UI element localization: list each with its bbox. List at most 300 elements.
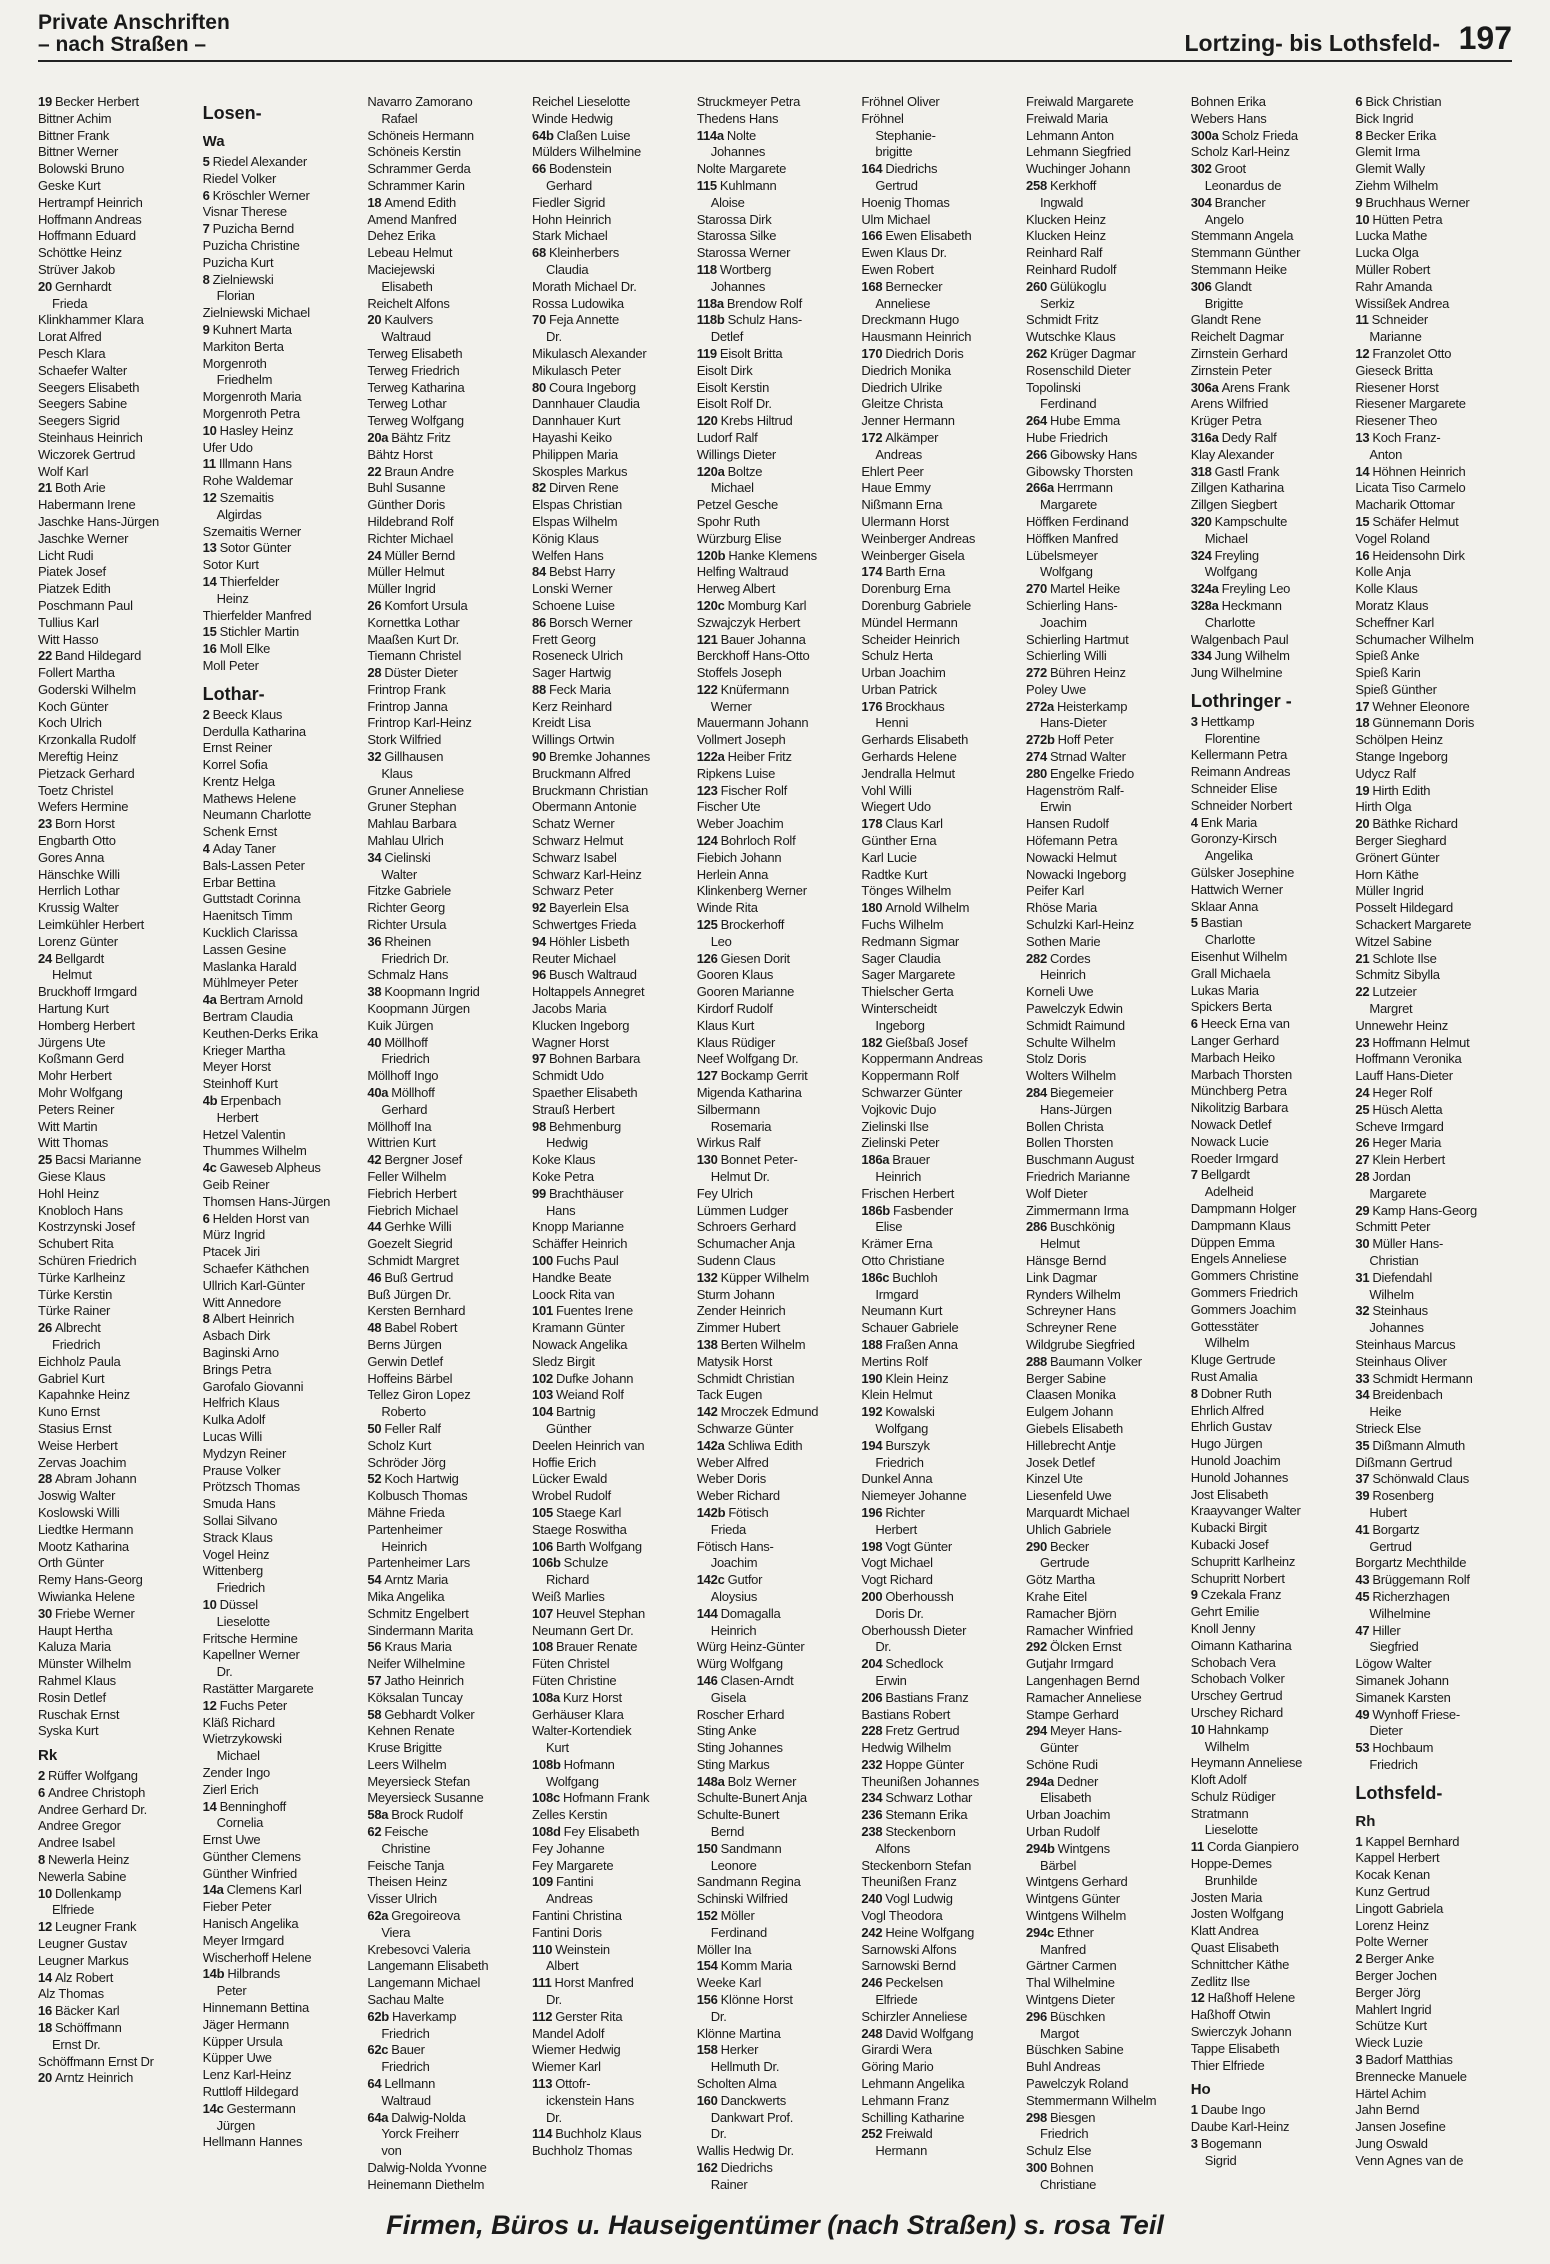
resident-name: Schackert Margarete bbox=[1355, 917, 1472, 933]
directory-entry bbox=[203, 204, 360, 221]
directory-entry bbox=[367, 1387, 524, 1404]
directory-entry bbox=[367, 396, 524, 413]
resident-name: Szemaitis bbox=[219, 489, 274, 505]
resident-name: Tullius Karl bbox=[38, 614, 99, 630]
house-number: 154 bbox=[696, 1958, 718, 1974]
resident-name: Martel Heike bbox=[1049, 581, 1120, 597]
directory-entry bbox=[367, 144, 524, 161]
directory-entry bbox=[697, 615, 854, 632]
resident-name: Navarro Zamorano bbox=[367, 94, 473, 109]
directory-entry bbox=[1355, 312, 1512, 329]
directory-entry bbox=[367, 346, 524, 363]
entry-continuation bbox=[1191, 1335, 1348, 1352]
resident-name: Dorenburg Erna bbox=[861, 581, 951, 597]
resident-name: Ethner bbox=[1056, 1924, 1094, 1940]
resident-name: Wiemer Karl bbox=[532, 2059, 601, 2075]
resident-name: Bertram Claudia bbox=[202, 1009, 293, 1025]
directory-entry bbox=[1191, 983, 1348, 1000]
house-number: 182 bbox=[861, 1034, 883, 1050]
house-number: 43 bbox=[1355, 1572, 1370, 1588]
directory-entry bbox=[1355, 2035, 1512, 2052]
directory-entry bbox=[38, 195, 195, 212]
resident-name: Dedner bbox=[1056, 1773, 1099, 1789]
directory-entry bbox=[861, 1320, 1018, 1337]
directory-entry bbox=[203, 1966, 360, 1983]
directory-entry bbox=[1355, 951, 1512, 968]
directory-entry bbox=[1026, 1186, 1183, 1203]
resident-name: Gooren Marianne bbox=[696, 984, 795, 1000]
resident-name: Scheider Heinrich bbox=[861, 631, 960, 647]
resident-name: Jansen Josefine bbox=[1355, 2119, 1446, 2135]
house-number: 17 bbox=[1355, 698, 1370, 714]
resident-name: Poschmann Paul bbox=[38, 597, 133, 613]
directory-entry bbox=[1355, 598, 1512, 615]
entry-continuation bbox=[367, 2126, 524, 2143]
resident-name: Lucka Olga bbox=[1355, 245, 1419, 261]
resident-name: Bodenstein bbox=[548, 161, 612, 177]
directory-entry bbox=[1355, 934, 1512, 951]
house-number: 47 bbox=[1355, 1622, 1370, 1638]
directory-entry bbox=[861, 1891, 1018, 1908]
resident-name: Meyer Horst bbox=[202, 1059, 271, 1075]
directory-entry bbox=[861, 850, 1018, 867]
resident-name: Anneliese bbox=[875, 295, 931, 311]
directory-entry bbox=[367, 296, 524, 313]
directory-entry bbox=[1355, 480, 1512, 497]
directory-entry bbox=[38, 329, 195, 346]
resident-name: Jung Oswald bbox=[1355, 2136, 1428, 2152]
directory-entry bbox=[38, 480, 195, 497]
directory-entry bbox=[1026, 228, 1183, 245]
resident-name: Gerhäuser Klara bbox=[532, 1706, 624, 1722]
resident-name: Schöne Rudi bbox=[1026, 1756, 1098, 1772]
resident-name: Ingwald bbox=[1040, 194, 1084, 210]
resident-name: Witt Hasso bbox=[38, 631, 99, 647]
resident-name: Feja Annette bbox=[548, 312, 619, 328]
resident-name: Münster Wilhelm bbox=[38, 1656, 132, 1672]
resident-name: Szwajczyk Herbert bbox=[696, 614, 801, 630]
resident-name: Gottesstäter bbox=[1190, 1318, 1259, 1334]
directory-entry bbox=[532, 531, 689, 548]
entry-continuation bbox=[38, 967, 195, 984]
directory-entry bbox=[1026, 1337, 1183, 1354]
directory-entry bbox=[697, 850, 854, 867]
directory-entry bbox=[38, 665, 195, 682]
directory-entry bbox=[367, 2110, 524, 2127]
directory-entry bbox=[1026, 699, 1183, 716]
resident-name: Ufer Udo bbox=[202, 439, 253, 455]
resident-name: Hänsge Bernd bbox=[1026, 1252, 1107, 1268]
directory-entry bbox=[532, 1068, 689, 1085]
house-number: 22 bbox=[367, 463, 382, 479]
directory-entry bbox=[203, 1597, 360, 1614]
resident-name: Mertins Rolf bbox=[861, 1353, 928, 1369]
resident-name: Sollai Silvano bbox=[202, 1512, 278, 1528]
directory-entry bbox=[861, 1690, 1018, 1707]
directory-entry bbox=[38, 1270, 195, 1287]
directory-entry bbox=[38, 2054, 195, 2071]
directory-entry bbox=[861, 1152, 1018, 1169]
entry-continuation bbox=[203, 1983, 360, 2000]
entry-continuation bbox=[367, 951, 524, 968]
resident-name: Nowacki Helmut bbox=[1026, 849, 1117, 865]
resident-name: Mauermann Johann bbox=[696, 715, 809, 731]
house-number: 282 bbox=[1026, 950, 1047, 966]
resident-name: Enk Maria bbox=[1200, 814, 1257, 830]
resident-name: Wolfgang bbox=[1040, 564, 1093, 580]
resident-name: Joachim bbox=[710, 1555, 758, 1571]
directory-entry bbox=[861, 380, 1018, 397]
directory-entry bbox=[367, 1303, 524, 1320]
resident-name: Gerster Rita bbox=[555, 2008, 623, 2024]
directory-entry bbox=[697, 1908, 854, 1925]
directory-entry bbox=[697, 1270, 854, 1287]
resident-name: Helfrich Klaus bbox=[202, 1395, 280, 1411]
resident-name: Diedrich Monika bbox=[861, 362, 951, 378]
resident-name: Marianne bbox=[1369, 329, 1422, 345]
resident-name: Mündel Hermann bbox=[861, 614, 958, 630]
directory-entry bbox=[1355, 1740, 1512, 1757]
house-number: 20a bbox=[367, 429, 389, 445]
resident-name: Leimkühler Herbert bbox=[38, 917, 145, 933]
entry-continuation bbox=[697, 2009, 854, 2026]
house-number: 328a bbox=[1190, 597, 1219, 613]
directory-entry bbox=[697, 1371, 854, 1388]
directory-entry bbox=[532, 2126, 689, 2143]
directory-entry bbox=[38, 1707, 195, 1724]
directory-entry bbox=[1026, 1387, 1183, 1404]
directory-entry bbox=[1026, 1455, 1183, 1472]
resident-name: Leugner Gustav bbox=[38, 1936, 128, 1952]
directory-entry bbox=[38, 1253, 195, 1270]
house-number: 9 bbox=[1190, 1587, 1198, 1603]
directory-entry bbox=[697, 2026, 854, 2043]
resident-name: Dufke Johann bbox=[555, 1370, 634, 1386]
resident-name: Puzicha Christine bbox=[202, 237, 300, 253]
resident-name: Schmalz Hans bbox=[367, 967, 449, 983]
resident-name: Fey Johanne bbox=[532, 1840, 605, 1856]
resident-name: Kerz Reinhard bbox=[532, 698, 612, 714]
directory-entry bbox=[38, 1404, 195, 1421]
resident-name: Handke Beate bbox=[532, 1269, 612, 1285]
entry-continuation bbox=[1026, 1102, 1183, 1119]
directory-entry bbox=[367, 1572, 524, 1589]
entry-continuation bbox=[697, 480, 854, 497]
resident-name: Türke Kerstin bbox=[38, 1286, 113, 1302]
resident-name: Hirth Edith bbox=[1372, 782, 1431, 798]
resident-name: Klucken Ingeborg bbox=[532, 1017, 630, 1033]
directory-entry bbox=[1026, 144, 1183, 161]
directory-entry bbox=[861, 732, 1018, 749]
directory-entry bbox=[861, 161, 1018, 178]
directory-entry bbox=[203, 423, 360, 440]
resident-name: Koopmann Ingrid bbox=[384, 984, 480, 1000]
resident-name: Hube Emma bbox=[1049, 413, 1120, 429]
directory-entry bbox=[697, 1874, 854, 1891]
directory-entry bbox=[1355, 1018, 1512, 1035]
resident-name: Florentine bbox=[1204, 730, 1261, 746]
directory-entry bbox=[532, 1152, 689, 1169]
directory-entry bbox=[532, 1085, 689, 1102]
house-number: 168 bbox=[861, 278, 883, 294]
resident-name: Hüsch Aletta bbox=[1372, 1101, 1443, 1117]
resident-name: Herweg Albert bbox=[696, 581, 776, 597]
directory-entry bbox=[1026, 262, 1183, 279]
resident-name: Bastian bbox=[1200, 915, 1243, 931]
directory-entry bbox=[1026, 1673, 1183, 1690]
directory-entry bbox=[1355, 363, 1512, 380]
directory-entry bbox=[861, 228, 1018, 245]
resident-name: Biegemeier bbox=[1049, 1085, 1114, 1101]
house-number: 105 bbox=[532, 1504, 553, 1520]
directory-entry bbox=[1026, 531, 1183, 548]
resident-name: Schneider Norbert bbox=[1190, 797, 1292, 813]
house-number: 25 bbox=[38, 1152, 52, 1168]
resident-name: Dobner Ruth bbox=[1200, 1385, 1272, 1401]
directory-entry bbox=[38, 1387, 195, 1404]
directory-entry bbox=[203, 305, 360, 322]
directory-entry bbox=[203, 624, 360, 641]
resident-name: Berger Sabine bbox=[1026, 1370, 1106, 1386]
district-label: Ho bbox=[1190, 2081, 1211, 2099]
resident-name: Kapellner Werner bbox=[202, 1647, 300, 1663]
directory-entry bbox=[1026, 447, 1183, 464]
resident-name: Ehlert Peer bbox=[861, 463, 924, 479]
house-number: 23 bbox=[38, 816, 52, 832]
resident-name: Kocak Kenan bbox=[1355, 1867, 1430, 1883]
house-number: 19 bbox=[1355, 782, 1370, 798]
resident-name: Schmidt Udo bbox=[532, 1068, 604, 1084]
directory-entry bbox=[367, 1690, 524, 1707]
directory-entry bbox=[861, 632, 1018, 649]
directory-entry bbox=[203, 272, 360, 289]
resident-name: Riesener Theo bbox=[1355, 413, 1438, 429]
resident-name: Heinz bbox=[216, 590, 249, 606]
resident-name: Wolters Wilhelm bbox=[1026, 1068, 1116, 1084]
resident-name: Poley Uwe bbox=[1026, 681, 1086, 697]
entry-continuation bbox=[1355, 1253, 1512, 1270]
directory-entry bbox=[861, 665, 1018, 682]
directory-entry bbox=[38, 430, 195, 447]
directory-entry bbox=[203, 322, 360, 339]
resident-name: Fischer Ute bbox=[696, 799, 761, 815]
directory-entry bbox=[861, 1555, 1018, 1572]
resident-name: Schierling Hartmut bbox=[1026, 631, 1129, 647]
resident-name: Zillgen Katharina bbox=[1190, 480, 1285, 496]
resident-name: Langemann Elisabeth bbox=[367, 1958, 489, 1974]
resident-name: Terweg Elisabeth bbox=[367, 345, 463, 361]
resident-name: Brendow Rolf bbox=[726, 295, 802, 311]
entry-continuation bbox=[367, 1404, 524, 1421]
resident-name: Topolinski bbox=[1026, 379, 1081, 395]
house-number: 1 bbox=[1355, 1833, 1363, 1849]
resident-name: Weise Herbert bbox=[38, 1437, 118, 1453]
directory-entry bbox=[1191, 94, 1348, 111]
resident-name: Webers Hans bbox=[1190, 110, 1267, 126]
resident-name: Morgenroth bbox=[202, 355, 267, 371]
directory-entry bbox=[38, 1421, 195, 1438]
resident-name: Fritsche Hermine bbox=[202, 1630, 298, 1646]
directory-entry bbox=[1191, 1083, 1348, 1100]
directory-entry bbox=[697, 749, 854, 766]
resident-name: Amend Edith bbox=[384, 194, 456, 210]
resident-name: Urban Joachim bbox=[1026, 1807, 1111, 1823]
directory-entry bbox=[697, 1001, 854, 1018]
directory-entry bbox=[38, 598, 195, 615]
entry-continuation bbox=[203, 1110, 360, 1127]
directory-entry bbox=[203, 1127, 360, 1144]
directory-entry bbox=[1026, 766, 1183, 783]
directory-entry bbox=[532, 2059, 689, 2076]
directory-entry bbox=[367, 1891, 524, 1908]
resident-name: Aday Taner bbox=[212, 841, 276, 857]
resident-name: Müller Helmut bbox=[367, 564, 445, 580]
house-number: 248 bbox=[861, 2025, 883, 2041]
entry-continuation bbox=[861, 1421, 1018, 1438]
house-number: 4 bbox=[1190, 814, 1198, 830]
resident-name: Maslanka Harald bbox=[202, 958, 297, 974]
resident-name: Gülükoglu bbox=[1049, 278, 1107, 294]
resident-name: Zillgen Siegbert bbox=[1190, 497, 1278, 513]
resident-name: Bittner Frank bbox=[38, 127, 110, 143]
resident-name: Scholz Kurt bbox=[367, 1437, 432, 1453]
directory-entry bbox=[1026, 1085, 1183, 1102]
resident-name: Rosin Detlef bbox=[38, 1689, 106, 1705]
directory-entry bbox=[203, 188, 360, 205]
resident-name: Hausmann Heinrich bbox=[861, 329, 972, 345]
resident-name: Weber Joachim bbox=[696, 816, 784, 832]
directory-entry bbox=[38, 1219, 195, 1236]
directory-entry bbox=[367, 799, 524, 816]
house-number: 35 bbox=[1355, 1437, 1370, 1453]
resident-name: Lehmann Anton bbox=[1026, 127, 1114, 143]
directory-entry bbox=[38, 1102, 195, 1119]
house-number: 302 bbox=[1190, 161, 1212, 177]
resident-name: Ullrich Karl-Günter bbox=[202, 1277, 305, 1293]
directory-entry bbox=[861, 766, 1018, 783]
directory-entry bbox=[1191, 1789, 1348, 1806]
column-2 bbox=[203, 94, 360, 2204]
directory-entry bbox=[861, 1572, 1018, 1589]
resident-name: Ziehm Wilhelm bbox=[1355, 177, 1439, 193]
resident-name: Frintrop Karl-Heinz bbox=[367, 715, 472, 731]
resident-name: Leugner Markus bbox=[38, 1952, 129, 1968]
directory-entry bbox=[861, 548, 1018, 565]
resident-name: Wildgrube Siegfried bbox=[1026, 1336, 1135, 1352]
directory-entry bbox=[1026, 2076, 1183, 2093]
resident-name: Strüver Jakob bbox=[38, 261, 115, 277]
directory-entry bbox=[1191, 1940, 1348, 1957]
resident-name: Schmitz Sibylla bbox=[1355, 967, 1440, 983]
directory-entry bbox=[203, 942, 360, 959]
resident-name: Mühlmeyer Peter bbox=[202, 975, 298, 991]
resident-name: Viera bbox=[381, 1924, 411, 1940]
house-number: 246 bbox=[861, 1975, 883, 1991]
resident-name: Meyersieck Susanne bbox=[367, 1790, 484, 1806]
directory-entry bbox=[38, 1085, 195, 1102]
resident-name: Zender Ingo bbox=[202, 1764, 271, 1780]
resident-name: Josten Maria bbox=[1190, 1889, 1263, 1905]
resident-name: Friedrich bbox=[216, 1580, 265, 1596]
directory-entry bbox=[532, 296, 689, 313]
directory-entry bbox=[38, 396, 195, 413]
directory-entry bbox=[697, 1790, 854, 1807]
resident-name: Klein Heinz bbox=[885, 1370, 949, 1386]
directory-entry bbox=[697, 900, 854, 917]
resident-name: Busch Waltraud bbox=[548, 967, 637, 983]
directory-entry bbox=[1191, 999, 1348, 1016]
directory-entry bbox=[697, 380, 854, 397]
resident-name: Elfriede bbox=[52, 1902, 95, 1918]
resident-name: Spieß Anke bbox=[1355, 648, 1420, 664]
directory-entry bbox=[861, 312, 1018, 329]
resident-name: Schinski Wilfried bbox=[696, 1891, 788, 1907]
resident-name: Kinzel Ute bbox=[1026, 1471, 1083, 1487]
directory-entry bbox=[38, 1287, 195, 1304]
directory-entry bbox=[203, 1177, 360, 1194]
house-number: 11 bbox=[1355, 312, 1369, 328]
resident-name: Bäthke Richard bbox=[1372, 816, 1458, 832]
resident-name: Bruchhaus Werner bbox=[1365, 194, 1470, 210]
house-number: 9 bbox=[202, 321, 210, 337]
resident-name: Posselt Hildegard bbox=[1355, 900, 1454, 916]
house-number: 284 bbox=[1026, 1085, 1047, 1101]
resident-name: Engels Anneliese bbox=[1190, 1251, 1287, 1267]
section-title-line2: – nach Straßen – bbox=[38, 33, 207, 56]
resident-name: Bauer Johanna bbox=[720, 631, 806, 647]
directory-entry bbox=[697, 632, 854, 649]
resident-name: Moll Peter bbox=[202, 657, 259, 673]
directory-entry bbox=[1191, 1923, 1348, 1940]
resident-name: Girardi Wera bbox=[861, 2042, 932, 2058]
resident-name: Türke Karlheinz bbox=[38, 1269, 126, 1285]
resident-name: Gerwin Detlef bbox=[367, 1353, 443, 1369]
house-number: 108 bbox=[532, 1639, 553, 1655]
directory-entry bbox=[697, 1975, 854, 1992]
directory-entry bbox=[1355, 1152, 1512, 1169]
resident-name: Gehrt Emilie bbox=[1190, 1604, 1260, 1620]
resident-name: Koch Hartwig bbox=[384, 1471, 459, 1487]
directory-entry bbox=[367, 2042, 524, 2059]
resident-name: Glandt Rene bbox=[1190, 312, 1261, 328]
resident-name: Elfriede bbox=[875, 1992, 918, 2008]
resident-name: Höhnen Heinrich bbox=[1372, 463, 1466, 479]
entry-continuation bbox=[203, 591, 360, 608]
directory-entry bbox=[1355, 380, 1512, 397]
resident-name: Koopmann Jürgen bbox=[367, 1001, 470, 1017]
directory-entry bbox=[861, 1824, 1018, 1841]
directory-entry bbox=[697, 312, 854, 329]
resident-name: Dehez Erika bbox=[367, 228, 436, 244]
directory-entry bbox=[1026, 1958, 1183, 1975]
directory-entry bbox=[697, 1203, 854, 1220]
directory-entry bbox=[861, 951, 1018, 968]
resident-name: Wynhoff Friese- bbox=[1372, 1706, 1460, 1722]
directory-entry bbox=[38, 279, 195, 296]
directory-entry bbox=[532, 548, 689, 565]
directory-entry bbox=[367, 1874, 524, 1891]
directory-entry bbox=[367, 1639, 524, 1656]
resident-name: Mahlau Barbara bbox=[367, 816, 457, 832]
resident-name: Möllhoff Ingo bbox=[367, 1068, 439, 1084]
street-heading: Lothringer - bbox=[1190, 690, 1292, 711]
resident-name: Elisabeth bbox=[381, 278, 433, 294]
resident-name: Goezelt Siegrid bbox=[367, 1236, 453, 1252]
directory-entry bbox=[367, 564, 524, 581]
resident-name: Bäcker Karl bbox=[54, 2003, 120, 2019]
resident-name: Koppermann Rolf bbox=[861, 1068, 959, 1084]
resident-name: Michael bbox=[1204, 530, 1248, 546]
